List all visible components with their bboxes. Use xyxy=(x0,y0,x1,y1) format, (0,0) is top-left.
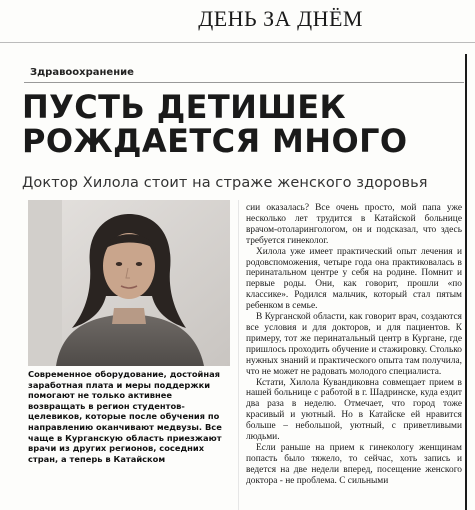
article-headline xyxy=(22,90,462,158)
article-body-column xyxy=(246,203,462,487)
masthead xyxy=(0,0,475,43)
rubric-label: Здравоохранение xyxy=(30,67,134,78)
photo-caption: Современное оборудование, достойная заработная плата и меры поддержки помогают не только активнее возвращать в регион студентов-целевиков, которые после обучения по направлению оканчивают медвузы. Все чаще в Курганскую область приезжают врачи из других регионов, соседних стран, а теперь в Катайском xyxy=(28,369,222,464)
article-subheadline: Доктор Хилола стоит на страже женского здоровья xyxy=(22,175,428,191)
body-paragraph: сии оказалась? Все очень просто, мой папа уже несколько лет трудится в Катайской больнице врачом-отоларингологом, он и подсказал, что здесь требуется гинеколог. xyxy=(246,203,462,246)
body-paragraph: Если раньше на прием к гинекологу женщинам попасть было тяжело, то сейчас, хоть запись и ведется на две недели вперед, посещение женского доктора - не проблема. С сильными xyxy=(246,442,462,486)
column-divider xyxy=(238,200,239,510)
body-paragraph: Хилола уже имеет практический опыт лечения и родовспоможения, четыре года она практиковалась в перинатальном центре у себя на родине. Помнит и первые роды. Они, как говорит, прошли «по классике». Родился мальчик, который стал пятым ребенком в семье. xyxy=(246,246,462,312)
headline-line-2: РОЖДАЕТСЯ МНОГО xyxy=(22,122,408,160)
rubric-divider xyxy=(24,82,464,83)
body-paragraph: В Курганской области, как говорит врач, создаются все условия и для докторов, и для пациентов. К примеру, тот же перинатальный центр в Кургане, где пришлось проходить обучение и стажировку. Столько нужных знаний и практического опыта там получила, что не может не радовать молодого специалиста. xyxy=(246,312,462,377)
doctor-portrait-photo xyxy=(28,200,230,366)
page-edge-rule xyxy=(465,54,467,510)
portrait-illustration xyxy=(28,200,230,366)
body-paragraph: Кстати, Хилола Кувандиковна совмещает прием в нашей больнице с работой в г. Шадринске, куда ездит два раза в неделю. Отмечает, что город тоже красивый и уютный. Но в Катайске ей нравится больше – небольшой, уютный, с приветливыми людьми. xyxy=(246,377,462,443)
headline-line-1: ПУСТЬ ДЕТИШЕК xyxy=(22,88,347,126)
section-title: ДЕНЬ ЗА ДНЁМ xyxy=(198,6,363,31)
